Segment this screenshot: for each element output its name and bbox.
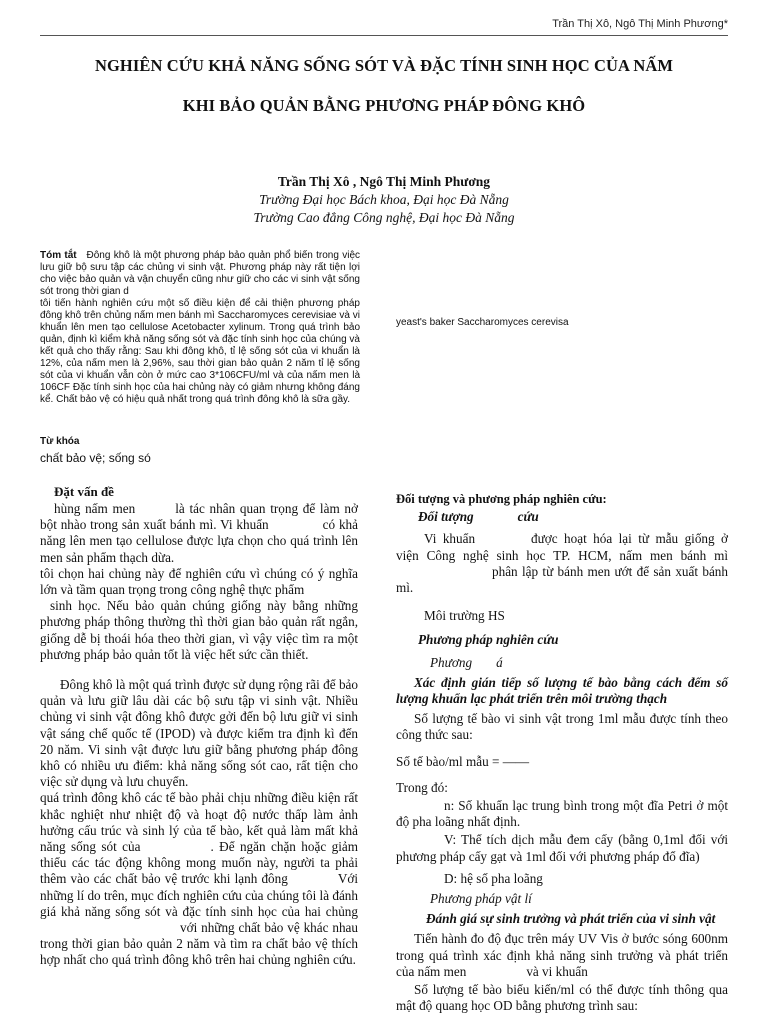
intro-p4: quá trình đông khô các tế bào phải chịu những điều kiện rất khắc nghiệt như nhiệt độ và hoạt độ nước thấp làm ảnh hưởng cấu trúc và sinh lý của tế bào, kết quả làm mất khả năng sống sót của . Để ngăn chặn hoặc giảm thiểu các tác động không mong muốn này, người ta phải thêm vào các chất bảo vệ trước khi lạnh đông Với những lí do trên, mục đích nghiên cứu của chúng tôi là đánh giá khả năng sống sót và đặc tính sinh học của hai chủngvới những chất bảo vệ khác nhau trong thời gian bảo quản 2 năm và tìm ra chất bảo vệ thích hợp nhất cho quá trình đông khô trên hai chủng nghiên cứu. [40, 790, 358, 968]
affiliation-1: Trường Đại học Bách khoa, Đại học Đà Nẵng [259, 192, 509, 207]
intro-p2: tôi chọn hai chủng này để nghiên cứu vì chúng có ý nghĩa lớn và tầm quan trọng trong công nghệ thực phẩm [40, 565, 358, 598]
subheading-counting: Xác định gián tiếp số lượng tế bào bằng cách đếm số lượng khuẩn lạc phát triển trên môi trường thạch [396, 674, 728, 707]
where-label: Trong đó: [396, 779, 448, 795]
section-heading-methods: Đối tượng và phương pháp nghiên cứu: [396, 492, 607, 506]
float-note: yeast's baker Saccharomyces cerevisa [396, 317, 569, 328]
subheading-methods: Phương pháp nghiên cứu [418, 632, 559, 648]
formula: Số tế bào/ml mẫu = —— [396, 753, 530, 769]
abstract-label: Tóm tắt [40, 250, 77, 261]
running-head: Trần Thị Xô, Ngô Thị Minh Phương* [552, 18, 728, 30]
right-column [396, 491, 728, 1014]
intro-p1: hùng nấm men là tác nhân quan trọng để làm nở bột nhào trong sản xuất bánh mì. Vi khuẩn có khả năng lên men tạo cellulose được lựa chọn cho quá trình lên men sản phẩm thạch dừa. [40, 501, 358, 565]
title-line-1: NGHIÊN CỨU KHẢ NĂNG SỐNG SÓT VÀ ĐẶC TÍNH SINH HỌC CỦA NẤM [94, 56, 674, 75]
subheading-method-type: Phương á [430, 654, 503, 670]
definition-n: n: Số khuẩn lạc trung bình trong một đĩa Petri ở một độ pha loãng nhất định. [396, 798, 728, 830]
definition-d: D: hệ số pha loãng [444, 870, 543, 886]
subheading-subjects: Đối tượng cứu [418, 509, 539, 525]
affiliation-2: Trường Cao đẳng Công nghệ, Đại học Đà Nẵng [253, 210, 515, 225]
definition-v: V: Thể tích dịch mẫu đem cấy (bằng 0,1ml đối với phương pháp cấy gạt và 1ml đối với phương pháp đổ đĩa) [396, 832, 728, 864]
authors: Trần Thị Xô , Ngô Thị Minh Phương [277, 174, 491, 189]
methods-p3: Tiến hành đo độ đục trên máy UV Vis ở bước sóng 600nm trong quá trình xác định khả năng sinh trưởng và phát triển của nấm men và vi khuẩn [396, 931, 728, 979]
intro-p2b: sinh học. Nếu bảo quản chúng giống này bằng những phương pháp thông thường thì thời gian bảo quản rất ngắn, giống dễ bị thoái hóa theo thời gian, vì vậy việc tìm ra một phương pháp bảo quản tốt là việc hết sức cần thiết. [40, 598, 358, 662]
title-line-2: KHI BẢO QUẢN BẰNG PHƯƠNG PHÁP ĐÔNG KHÔ [182, 96, 586, 115]
methods-p4: Số lượng tế bào biểu kiến/ml có thể được tính thông qua mật độ quang học OD bằng phương trình sau: [396, 982, 728, 1014]
methods-p2: Số lượng tế bào vi sinh vật trong 1ml mẫu được tính theo công thức sau: [396, 711, 728, 743]
left-column [40, 501, 358, 969]
keywords-text: chất bảo vệ; sống só [40, 451, 151, 465]
section-heading-intro: Đặt vấn đề [54, 484, 114, 499]
header-rule [40, 35, 728, 36]
abstract-text: Đông khô là một phương pháp bảo quản phổ biến trong việc lưu giữ bộ sưu tập các chủng vi sinh vật. Phương pháp này rất tiện lợi cho việc bảo quản và vận chuyển cũng như giữ cho các vi sinh vật sống sót trong thời gian d [40, 250, 361, 297]
abstract [40, 250, 360, 406]
medium-line: Môi trường HS [424, 608, 505, 624]
subheading-growth: Đánh giá sự sinh trưởng và phát triển của vi sinh vật [426, 911, 716, 927]
methods-p1: Vi khuẩn được hoạt hóa lại từ mẫu giống ở viện Công nghệ sinh học TP. HCM, nấm men bánh mìphân lập từ bánh men ướt để sản xuất bánh mì. [396, 531, 728, 596]
subheading-physical: Phương pháp vật lí [430, 891, 532, 907]
intro-p3: Đông khô là một quá trình được sử dụng rộng rãi để bảo quản và lưu giữ lâu dài các bộ sưu tập vi sinh vật. Nhiều chủng vi sinh vật đông khô được gởi đến bộ lưu giữ vi sinh vật sáng chế quốc tế (IPOD) và được kiểm tra định kì đến 20 năm. Vi sinh vật được lưu giữ bằng phương pháp đông khô có nhiều ưu điểm: khả năng sống sót cao, rất tiện cho việc sử dụng và lưu chuyển. [40, 677, 358, 790]
abstract-text-2: tôi tiến hành nghiên cứu một số điều kiện để cải thiện phương pháp đông khô trên chủng nấm men bánh mì Saccharomyces cerevisiae và vi khuẩn lên men tạo cellulose Acetobacter xylinum. Trong quá trình bảo quản, định kì kiểm khả năng sống sót và đặc tính sinh học của chúng và kết quả cho thấy rằng: Sau khi đông khô, tỉ lệ sống sót của vi khuẩn là 12%, của nấm men là 2,96%, sau thời gian bảo quản 2 năm tỉ lệ sống sót của vi khuẩn vẫn còn ở mức cao 3*106CFU/ml và của nấm men là 106CF Đặc tính sinh học của hai chủng này có giảm nhưng không đáng kể. Chất bảo vệ có hiệu quả nhất trong quá trình đông khô là sữa gầy. [40, 298, 360, 405]
keywords-label: Từ khóa [40, 436, 80, 447]
